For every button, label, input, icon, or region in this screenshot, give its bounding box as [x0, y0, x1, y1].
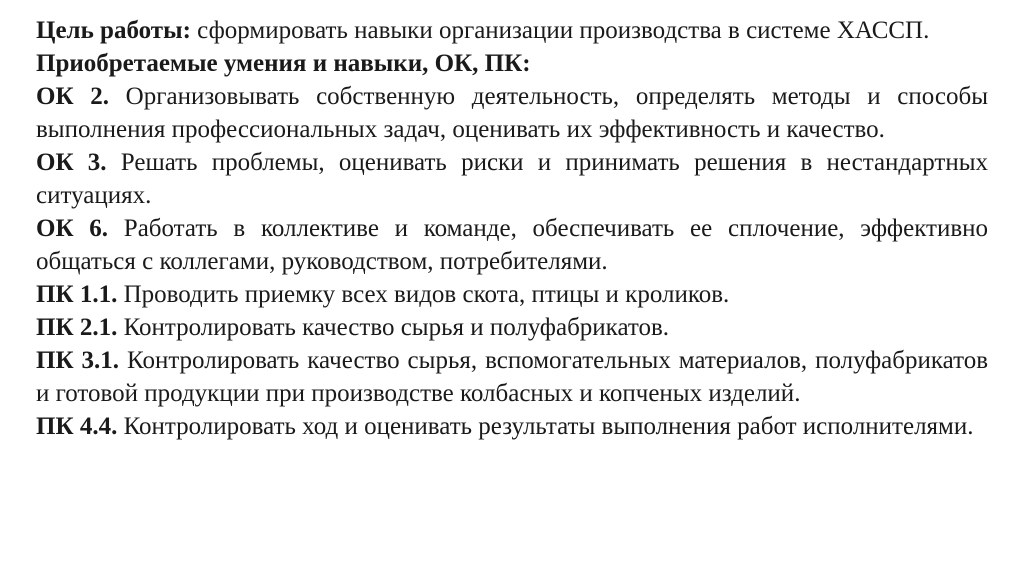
competency-code: ОК 2. [36, 83, 109, 110]
competency-code: ПК 4.4. [36, 413, 118, 440]
competency-text: Работать в коллективе и команде, обеспечивать ее сплочение, эффективно общаться с коллегами, руководством, потребителями. [36, 215, 989, 275]
competency-item-ok2 [36, 80, 988, 146]
competency-item-pk44 [36, 410, 988, 443]
competency-item-pk31 [36, 344, 988, 410]
competency-code: ПК 2.1. [36, 314, 118, 341]
competency-text: Контролировать ход и оценивать результаты выполнения работ исполнителями. [117, 413, 974, 440]
competency-text: Организовывать собственную деятельность, определять методы и способы выполнения профессиональных задач, оценивать их эффективность и качество. [36, 83, 988, 143]
competency-item-pk11 [36, 278, 988, 311]
skills-heading: Приобретаемые умения и навыки, ОК, ПК: [36, 50, 531, 77]
competency-text: Контролировать качество сырья и полуфабрикатов. [117, 314, 670, 341]
goal-label: Цель работы: [36, 17, 191, 44]
goal-text: сформировать навыки организации производства в системе ХАССП. [190, 17, 930, 44]
competency-text: Решать проблемы, оценивать риски и принимать решения в нестандартных ситуациях. [36, 149, 989, 209]
competency-item-ok6 [36, 212, 988, 278]
competency-code: ОК 6. [36, 215, 109, 242]
competency-item-pk21 [36, 311, 988, 344]
goal-paragraph [36, 14, 988, 47]
competency-item-ok3 [36, 146, 988, 212]
competency-code: ОК 3. [36, 149, 107, 176]
competency-text: Контролировать качество сырья, вспомогательных материалов, полуфабрикатов и готовой продукции при производстве колбасных и копченых изделий. [36, 347, 988, 407]
competency-code: ПК 1.1. [36, 281, 118, 308]
competency-code: ПК 3.1. [36, 347, 120, 374]
competency-text: Проводить приемку всех видов скота, птицы и кроликов. [117, 281, 730, 308]
